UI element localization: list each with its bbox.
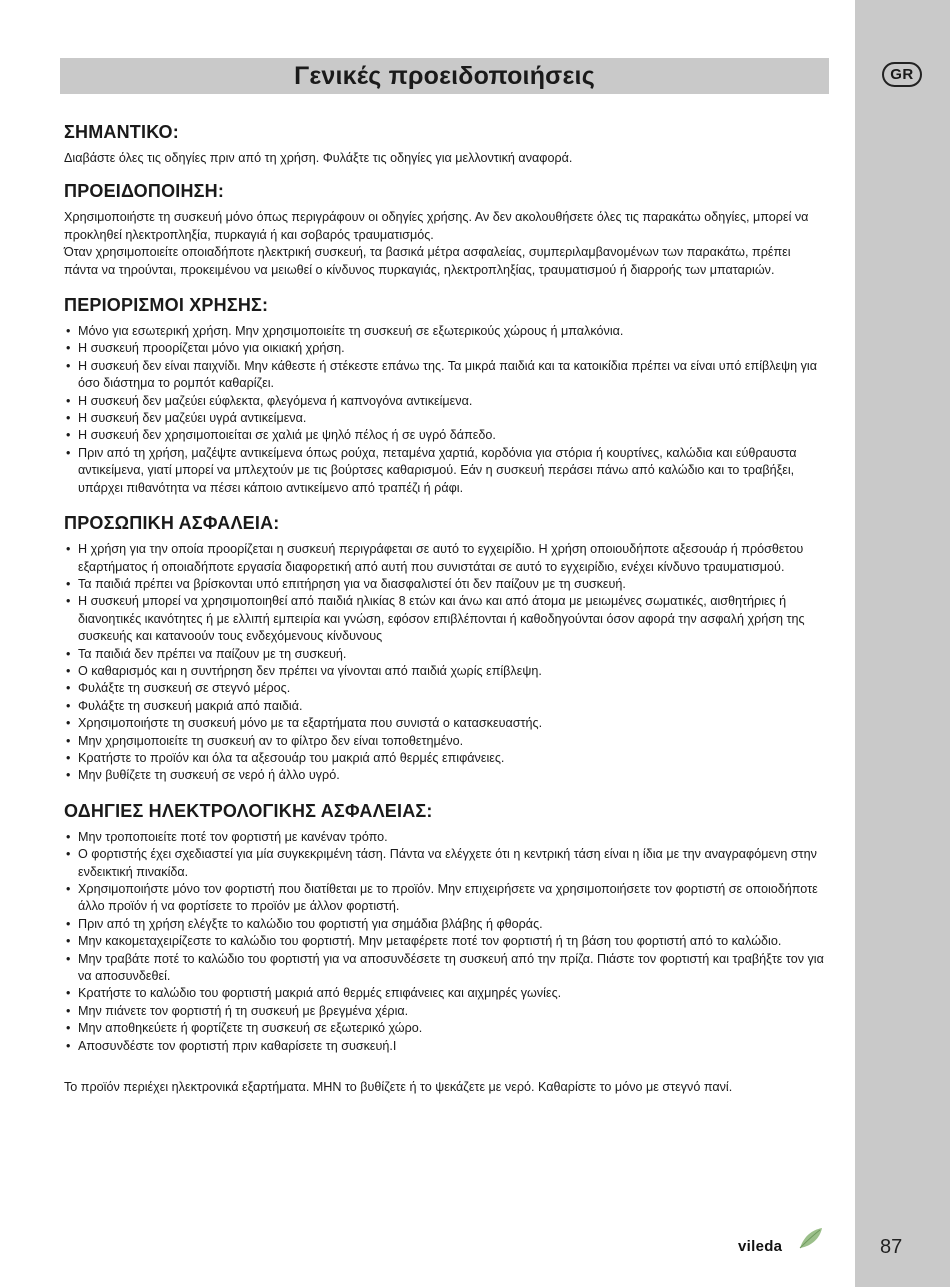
list-item: • Μην τραβάτε ποτέ το καλώδιο του φορτιστή για να αποσυνδέσετε τη συσκευή από την πρίζα. Πιάστε τον φορτιστή και τραβήξτε τον για να αποσυνδεθεί. (64, 951, 826, 986)
list-item: • Η συσκευή δεν μαζεύει εύφλεκτα, φλεγόμενα ή καπνογόνα αντικείμενα. (64, 393, 826, 410)
page-title: Γενικές προειδοποιήσεις (294, 62, 595, 90)
list-item: • Η συσκευή μπορεί να χρησιμοποιηθεί από παιδιά ηλικίας 8 ετών και άνω και από άτομα με μειωμένες σωματικές, αισθητήριες ή διανοητικές ικανότητες ή με ελλιπή εμπειρία και γνώση, εφόσον επιβλέπονται ή καθοδηγούνται όσον αφορά την ασφαλή χρήση της συσκευής και κατανοούν τους ενδεχόμενους κίνδυνους (64, 593, 826, 645)
title-bar (60, 58, 829, 94)
section-heading: ΠΕΡΙΟΡΙΣΜΟΙ ΧΡΗΣΗΣ: (64, 295, 269, 316)
list-item: • Τα παιδιά πρέπει να βρίσκονται υπό επιτήρηση για να διασφαλιστεί ότι δεν παίζουν με τη συσκευή. (64, 576, 826, 593)
paragraph: Χρησιμοποιήστε τη συσκευή μόνο όπως περιγράφουν οι οδηγίες χρήσης. Αν δεν ακολουθήσετε όλες τις παρακάτω οδηγίες, μπορεί να προκληθεί ηλεκτροπληξία, πυρκαγιά ή και σοβαρός τραυματισμός. (64, 210, 809, 242)
list-item: • Πριν από τη χρήση, μαζέψτε αντικείμενα όπως ρούχα, πεταμένα χαρτιά, κορδόνια για στόρια ή κουρτίνες, καλώδια και εύθραυστα αντικείμενα, γιατί μπορεί να μπλεχτούν με τις βούρτσες καθαρισμού. Εάν η συσκευή περάσει πάνω από καλώδιο και το τραβήξει, υπάρχει πιθανότητα να πέσει κάποιο αντικείμενο από τραπέζι ή ράφι. (64, 445, 826, 497)
list-item: • Η συσκευή δεν είναι παιχνίδι. Μην κάθεστε ή στέκεστε επάνω της. Τα μικρά παιδιά και τα κατοικίδια πρέπει να είναι υπό επίβλεψη για όσο διάστημα το ρομπότ καθαρίζει. (64, 358, 826, 393)
section-heading: ΟΔΗΓΙΕΣ ΗΛΕΚΤΡΟΛΟΓΙΚΗΣ ΑΣΦΑΛΕΙΑΣ: (64, 800, 433, 821)
list-item: • Μόνο για εσωτερική χρήση. Μην χρησιμοποιείτε τη συσκευή σε εξωτερικούς χώρους ή μπαλκόνια. (64, 323, 826, 340)
section-important (64, 122, 826, 167)
section-personal-safety (64, 513, 826, 785)
list-item: • Η συσκευή προορίζεται μόνο για οικιακή χρήση. (64, 340, 826, 357)
section-heading: ΠΡΟΣΩΠΙΚΗ ΑΣΦΑΛΕΙΑ: (64, 513, 280, 534)
list-item: • Κρατήστε το προϊόν και όλα τα αξεσουάρ του μακριά από θερμές επιφάνειες. (64, 750, 826, 767)
list-item: • Ο καθαρισμός και η συντήρηση δεν πρέπει να γίνονται από παιδιά χωρίς επίβλεψη. (64, 663, 826, 680)
bullet-list (64, 323, 826, 497)
list-item: • Ο φορτιστής έχει σχεδιαστεί για μία συγκεκριμένη τάση. Πάντα να ελέγχετε ότι η κεντρική τάση είναι η ίδια με την αναγραφόμενη στην ενδεικτική πινακίδα. (64, 846, 826, 881)
list-item: • Χρησιμοποιήστε τη συσκευή μόνο με τα εξαρτήματα που συνιστά ο κατασκευαστής. (64, 715, 826, 732)
list-item: • Τα παιδιά δεν πρέπει να παίζουν με τη συσκευή. (64, 646, 826, 663)
list-item: • Μην πιάνετε τον φορτιστή ή τη συσκευή με βρεγμένα χέρια. (64, 1003, 826, 1020)
section-warning (64, 181, 826, 279)
paragraph: Διαβάστε όλες τις οδηγίες πριν από τη χρήση. Φυλάξτε τις οδηγίες για μελλοντική αναφορά. (64, 151, 573, 165)
list-item: • Η χρήση για την οποία προορίζεται η συσκευή περιγράφεται σε αυτό το εγχειρίδιο. Η χρήση οποιουδήποτε αξεσουάρ ή πρόσθετου εξαρτήματος ή οποιαδήποτε εργασία διαφορετική από αυτή που συνιστάται σε αυτό το εγχειρίδιο, ενέχει κίνδυνο τραυματισμού. (64, 541, 826, 576)
brand-logo (738, 1224, 828, 1260)
list-item: • Μην κακομεταχειρίζεστε το καλώδιο του φορτιστή. Μην μεταφέρετε ποτέ τον φορτιστή ή τη βάση του φορτιστή από το καλώδιο. (64, 933, 826, 950)
list-item: • Μην χρησιμοποιείτε τη συσκευή αν το φίλτρο δεν είναι τοποθετημένο. (64, 733, 826, 750)
bullet-list (64, 829, 826, 1055)
paragraph: Όταν χρησιμοποιείτε οποιαδήποτε ηλεκτρική συσκευή, τα βασικά μέτρα ασφαλείας, συμπεριλαμβανομένων των παρακάτω, πρέπει πάντα να τηρούνται, προκειμένου να μειωθεί ο κίνδυνος πυρκαγιάς, ηλεκτροπληξίας, τραυματισμού ή διαρροής των μπαταριών. (64, 245, 791, 277)
section-usage-limits (64, 295, 826, 497)
list-item: • Μην τροποποιείτε ποτέ τον φορτιστή με κανέναν τρόπο. (64, 829, 826, 846)
language-badge: GR (882, 62, 922, 87)
section-heading: ΠΡΟΕΙΔΟΠΟΙΗΣΗ: (64, 181, 225, 202)
list-item: • Κρατήστε το καλώδιο του φορτιστή μακριά από θερμές επιφάνειες και αιχμηρές γωνίες. (64, 985, 826, 1002)
bullet-list (64, 541, 826, 785)
side-strip (855, 0, 950, 1287)
brand-name: vileda (738, 1238, 783, 1255)
list-item: • Φυλάξτε τη συσκευή σε στεγνό μέρος. (64, 680, 826, 697)
list-item: • Πριν από τη χρήση ελέγξτε το καλώδιο του φορτιστή για σημάδια βλάβης ή φθοράς. (64, 916, 826, 933)
section-heading: ΣΗΜΑΝΤΙΚΟ: (64, 122, 179, 142)
list-item: • Χρησιμοποιήστε μόνο τον φορτιστή που διατίθεται με το προϊόν. Μην επιχειρήσετε να χρησιμοποιήσετε τον φορτιστή σε οποιοδήποτε άλλο προϊόν ή να φορτίσετε το προϊόν με άλλον φορτιστή. (64, 881, 826, 916)
list-item: • Μην αποθηκεύετε ή φορτίζετε τη συσκευή σε εξωτερικό χώρο. (64, 1020, 826, 1037)
leaf-icon (796, 1224, 826, 1252)
list-item: • Η συσκευή δεν μαζεύει υγρά αντικείμενα. (64, 410, 826, 427)
list-item: • Αποσυνδέστε τον φορτιστή πριν καθαρίσετε τη συσκευή.I (64, 1038, 826, 1055)
list-item: • Η συσκευή δεν χρησιμοποιείται σε χαλιά με ψηλό πέλος ή σε υγρό δάπεδο. (64, 427, 826, 444)
list-item: • Φυλάξτε τη συσκευή μακριά από παιδιά. (64, 698, 826, 715)
section-electrical-safety (64, 801, 826, 1055)
page-number: 87 (880, 1236, 903, 1258)
list-item: • Μην βυθίζετε τη συσκευή σε νερό ή άλλο υγρό. (64, 767, 826, 784)
closing-note: Το προϊόν περιέχει ηλεκτρονικά εξαρτήματα. ΜΗΝ το βυθίζετε ή το ψεκάζετε με νερό. Καθαρίστε το μόνο με στεγνό πανί. (64, 1080, 733, 1095)
document-body (64, 122, 826, 1096)
